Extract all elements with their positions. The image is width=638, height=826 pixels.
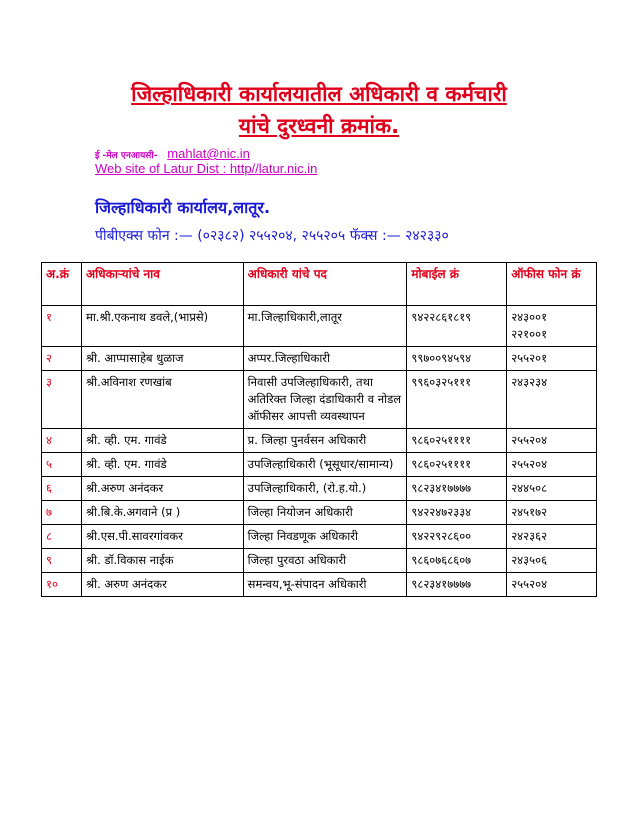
cell-name: श्री. व्ही. एम. गावंडे xyxy=(81,429,243,453)
cell-office-phone: २४३००१ २२१००१ xyxy=(507,306,597,347)
header-post: अधिकारी यांचे पद xyxy=(243,263,407,306)
cell-post: जिल्हा नियोजन अधिकारी xyxy=(243,501,407,525)
cell-office-phone: २४३५०६ xyxy=(507,549,597,573)
cell-office-phone: २४२३६२ xyxy=(507,525,597,549)
cell-post: जिल्हा पुरवठा अधिकारी xyxy=(243,549,407,573)
cell-office-phone: २५५२०४ xyxy=(507,453,597,477)
cell-mobile: ९४२२४७२३३४ xyxy=(407,501,507,525)
cell-office-phone: २४४५०८ xyxy=(507,477,597,501)
email-label: ई -मेल एनआयसी- xyxy=(95,151,158,161)
cell-post: प्र. जिल्हा पुनर्वसन अधिकारी xyxy=(243,429,407,453)
cell-name: श्री.बि.के.अगवाने (प्र ) xyxy=(81,501,243,525)
table-row xyxy=(42,347,597,371)
email-link[interactable]: mahlat@nic.in xyxy=(167,146,250,161)
cell-name: श्री.अविनाश रणखांब xyxy=(81,371,243,429)
cell-post: उपजिल्हाधिकारी (भूसूधार/सामान्य) xyxy=(243,453,407,477)
cell-office-phone: २४३२३४ xyxy=(507,371,597,429)
email-line xyxy=(95,146,250,161)
table-row xyxy=(42,306,597,347)
header-serial: अ.क्रं xyxy=(42,263,82,306)
header-office-phone: ऑफीस फोन क्रं xyxy=(507,263,597,306)
cell-post: मा.जिल्हाधिकारी,लातूर xyxy=(243,306,407,347)
table-row xyxy=(42,573,597,597)
table-row xyxy=(42,549,597,573)
table-row xyxy=(42,477,597,501)
cell-serial: १० xyxy=(42,573,82,597)
cell-mobile: ९८६०७६८६०७ xyxy=(407,549,507,573)
cell-post: निवासी उपजिल्हाधिकारी, तथा अतिरिक्त जिल्हा दंडाधिकारी व नोडल ऑफीसर आपत्ती व्यवस्थापन xyxy=(243,371,407,429)
cell-mobile: ९८६०२५११११ xyxy=(407,429,507,453)
cell-serial: १ xyxy=(42,306,82,347)
table-row xyxy=(42,501,597,525)
table-header-row xyxy=(42,263,597,306)
cell-name: श्री. डॉ.विकास नाईक xyxy=(81,549,243,573)
header-mobile: मोबाईल क्रं xyxy=(407,263,507,306)
cell-mobile: ९८६०२५११११ xyxy=(407,453,507,477)
cell-office-phone: २५५२०४ xyxy=(507,429,597,453)
officers-table xyxy=(41,262,597,597)
cell-mobile: ९९७००९४५९४ xyxy=(407,347,507,371)
header-name: अधिकाऱ्यांचे नाव xyxy=(81,263,243,306)
office-name: जिल्हाधिकारी कार्यालय,लातूर. xyxy=(95,198,271,217)
cell-name: श्री. व्ही. एम. गावंडे xyxy=(81,453,243,477)
table-row xyxy=(42,525,597,549)
cell-mobile: ९८२३४१७७७७ xyxy=(407,477,507,501)
cell-name: श्री. आप्पासाहेब धुळाज xyxy=(81,347,243,371)
cell-serial: ५ xyxy=(42,453,82,477)
cell-serial: २ xyxy=(42,347,82,371)
cell-serial: ६ xyxy=(42,477,82,501)
cell-mobile: ९८२३४१७७७७ xyxy=(407,573,507,597)
table-row xyxy=(42,453,597,477)
cell-name: मा.श्री.एकनाथ डवले,(भाप्रसे) xyxy=(81,306,243,347)
cell-office-phone: २५५२०४ xyxy=(507,573,597,597)
table-row xyxy=(42,371,597,429)
website-link[interactable]: Web site of Latur Dist : http//latur.nic.in xyxy=(95,161,318,176)
cell-mobile: ९४२२८६१८१९ xyxy=(407,306,507,347)
cell-name: श्री. अरुण अनंदकर xyxy=(81,573,243,597)
cell-name: श्री.एस.पी.सावरगांवकर xyxy=(81,525,243,549)
cell-serial: ४ xyxy=(42,429,82,453)
cell-office-phone: २४५१७२ xyxy=(507,501,597,525)
cell-post: उपजिल्हाधिकारी, (रो.ह.यो.) xyxy=(243,477,407,501)
office-phone-line: पीबीएक्स फोन :— (०२३८२) २५५२०४, २५५२०५ फॅक्स :— २४२३३० xyxy=(95,228,449,244)
cell-mobile: ९९६०३२५१११ xyxy=(407,371,507,429)
cell-serial: ८ xyxy=(42,525,82,549)
cell-post: अप्पर.जिल्हाधिकारी xyxy=(243,347,407,371)
cell-serial: ३ xyxy=(42,371,82,429)
cell-office-phone: २५५२०१ xyxy=(507,347,597,371)
cell-serial: ७ xyxy=(42,501,82,525)
cell-post: जिल्हा निवडणूक अधिकारी xyxy=(243,525,407,549)
cell-mobile: ९४२२९२८६०० xyxy=(407,525,507,549)
cell-name: श्री.अरुण अनंदकर xyxy=(81,477,243,501)
table-row xyxy=(42,429,597,453)
page-title: जिल्हाधिकारी कार्यालयातील अधिकारी व कर्मचारी xyxy=(131,82,507,106)
cell-serial: ९ xyxy=(42,549,82,573)
cell-post: समन्वय,भू-संपादन अधिकारी xyxy=(243,573,407,597)
page-subtitle: यांचे दुरध्वनी क्रमांक. xyxy=(238,114,400,138)
